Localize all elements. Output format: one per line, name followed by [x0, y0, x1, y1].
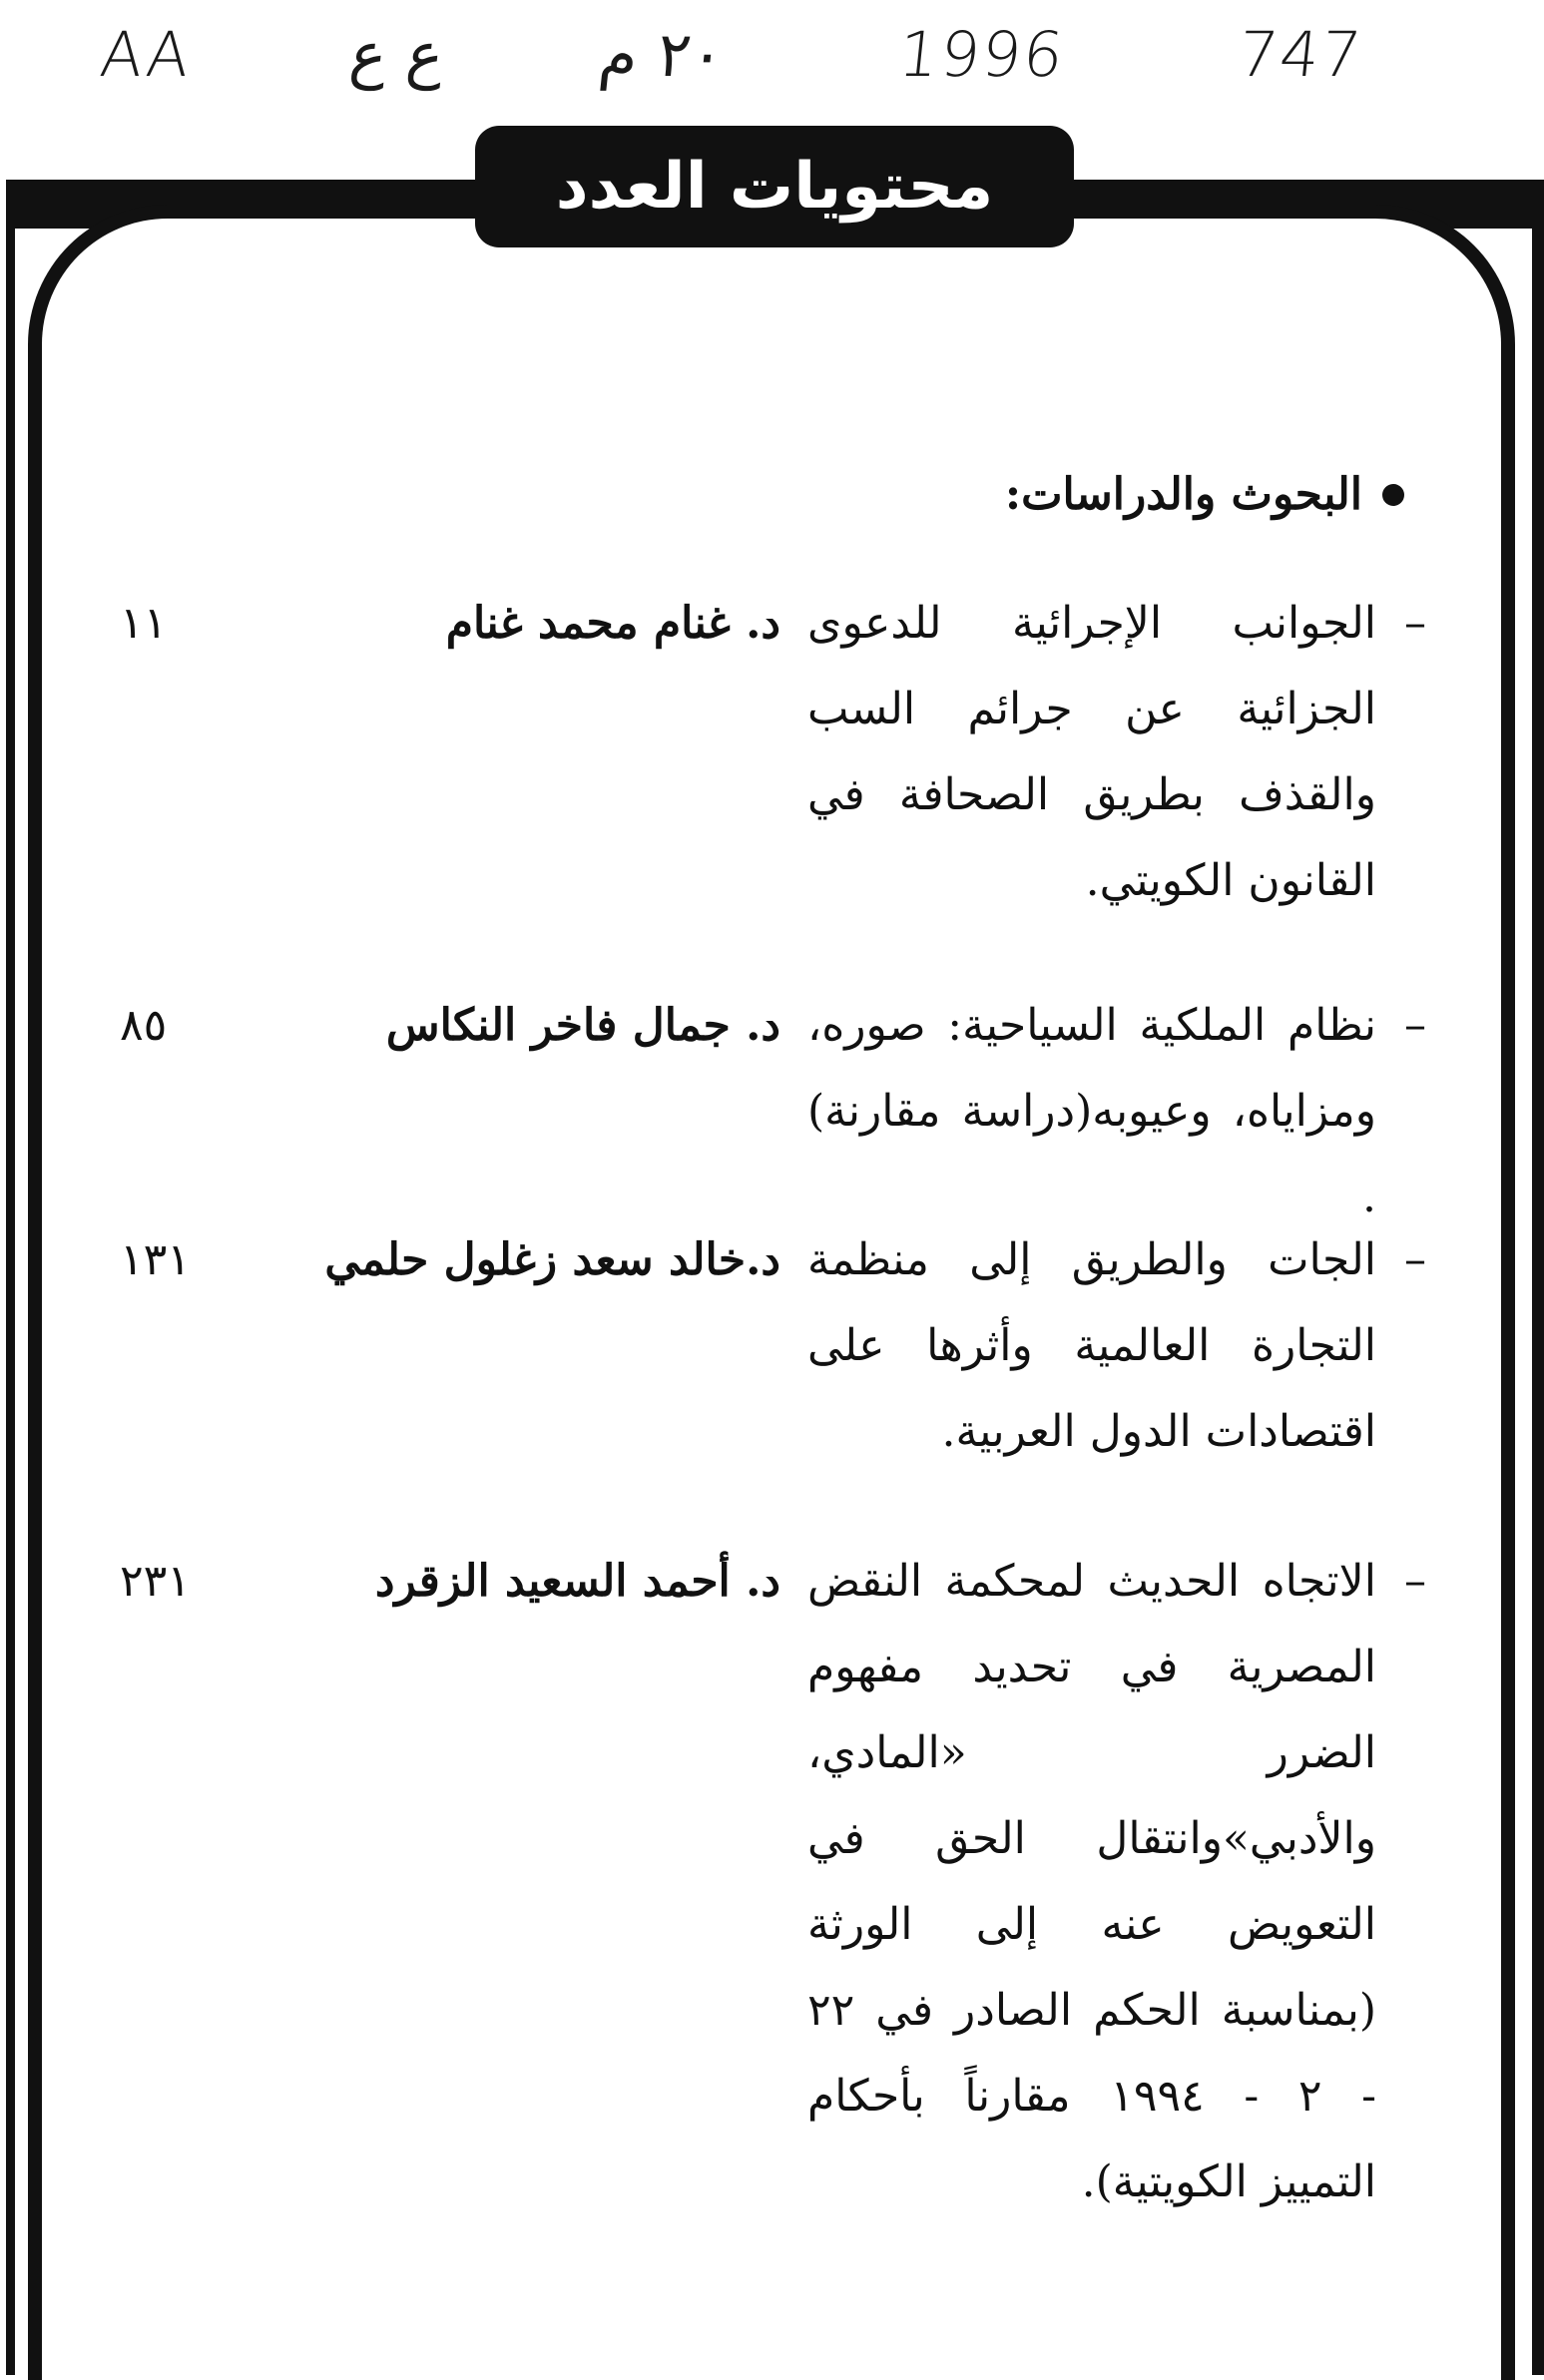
section-heading-text: البحوث والدراسات:	[1004, 469, 1362, 520]
entry-page-number: ٨٥	[120, 1000, 168, 1051]
entry-title: نظام الملكية السياحية: صوره، ومزاياه، وعيوبه(دراسة مقارنة) .	[807, 1000, 1376, 1222]
handwritten-year: 1996	[895, 18, 1069, 91]
handwritten-code-left: AA	[97, 18, 196, 91]
entry-author: د. أحمد السعيد الزقرد	[374, 1556, 780, 1607]
entry-author: د. جمال فاخر النكاس	[385, 1000, 780, 1051]
entry-page-number: ٢٣١	[120, 1556, 191, 1607]
bullet-icon	[1382, 484, 1404, 506]
section-heading	[1005, 469, 1404, 520]
toc-entry	[0, 581, 1544, 940]
handwritten-issue: ع ع	[346, 18, 448, 91]
handwritten-volume: ٢٠ م	[596, 18, 729, 91]
page-title: محتويات العدد	[555, 150, 994, 224]
entry-dash: –	[1404, 1556, 1426, 1607]
entry-title: الاتجاه الحديث لمحكمة النقض المصرية في تحديد مفهوم الضرر «المادي، والأدبي»وانتقال الحق في التعويض عنه إلى الورثة (بمناسبة الحكم الصادر في ٢٢ - ٢ - ١٩٩٤ مقارناً بأحكام التمييز الكويتية).	[807, 1556, 1377, 2207]
contents-header-badge	[475, 126, 1074, 247]
entry-page-number: ١٣١	[120, 1234, 191, 1285]
entry-page-number: ١١	[120, 598, 168, 649]
toc-entry	[0, 1539, 1544, 2207]
toc-entry	[0, 1217, 1544, 1487]
entry-title: الجات والطريق إلى منظمة التجارة العالمية وأثرها على اقتصادات الدول العربية.	[807, 1234, 1376, 1457]
entry-author: د.خالد سعد زغلول حلمي	[324, 1234, 780, 1285]
entry-title: الجوانب الإجرائية للدعوى الجزائية عن جرائم السب والقذف بطريق الصحافة في القانون الكويتي.	[807, 598, 1376, 906]
entry-dash: –	[1404, 1000, 1426, 1051]
handwritten-code-right: 747	[1235, 18, 1367, 91]
entry-dash: –	[1404, 598, 1426, 649]
entry-dash: –	[1404, 1234, 1426, 1285]
entry-author: د. غنام محمد غنام	[445, 598, 780, 649]
toc-entry	[0, 983, 1544, 1222]
